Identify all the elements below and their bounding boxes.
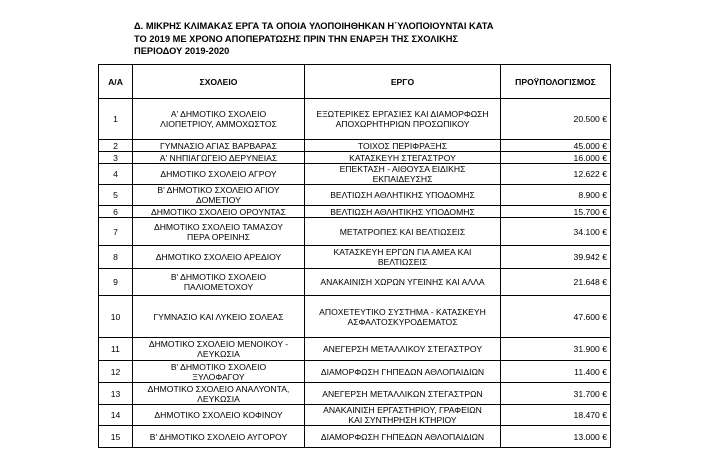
school-cell — [133, 140, 305, 152]
budget-cell: 34.100 € — [501, 218, 611, 246]
project-description-line: ΑΝΕΓΕΡΣΗ ΜΕΤΑΛΛΙΚΩΝ ΣΤΕΓΑΣΤΡΩΝ — [322, 388, 483, 399]
table-row — [99, 426, 611, 448]
row-number: 6 — [99, 206, 133, 218]
budget-cell: 12.622 € — [501, 164, 611, 185]
school-cell — [133, 99, 305, 140]
school-name-line: Β' ΔΗΜΟΤΙΚΟ ΣΧΟΛΕΙΟ — [170, 361, 267, 372]
table-row — [99, 361, 611, 383]
project-description-line: ΑΝΕΓΕΡΣΗ ΜΕΤΑΛΛΙΚΟΥ ΣΤΕΓΑΣΤΡΟΥ — [322, 344, 483, 354]
project-cell — [305, 185, 501, 206]
table-row — [99, 152, 611, 164]
project-description-line: ΑΝΑΚΑΙΝΙΣΗ ΧΩΡΩΝ ΥΓΕΙΝΗΣ ΚΑΙ ΑΛΛΑ — [320, 277, 485, 287]
row-number: 12 — [99, 361, 133, 383]
school-cell — [133, 206, 305, 218]
row-number: 9 — [99, 269, 133, 296]
row-number: 15 — [99, 426, 133, 448]
school-cell — [133, 426, 305, 448]
school-name-line: Β' ΔΗΜΟΤΙΚΟ ΣΧΟΛΕΙΟ ΑΓΙΟΥ — [157, 185, 280, 195]
project-description-line: ΒΕΛΤΙΩΣΕΙΣ — [377, 257, 428, 267]
school-name-line: ΔΗΜΟΤΙΚΟ ΣΧΟΛΕΙΟ ΚΟΦΙΝΟΥ — [154, 410, 283, 420]
project-cell — [305, 383, 501, 405]
school-name-line: ΛΕΥΚΩΣΙΑ — [197, 393, 240, 404]
table-row — [99, 218, 611, 246]
projects-table — [98, 64, 611, 448]
school-name-line: Β' ΔΗΜΟΤΙΚΟ ΣΧΟΛΕΙΟ ΑΥΓΟΡΟΥ — [149, 431, 288, 442]
column-header-project: ΕΡΓΟ — [305, 65, 501, 99]
table-header-row — [99, 65, 611, 99]
column-header-number: Α/Α — [99, 65, 133, 99]
budget-cell: 45.000 € — [501, 140, 611, 152]
school-name-line: ΠΑΛΙΟΜΕΤΟΧΟΥ — [183, 282, 254, 292]
table-row — [99, 206, 611, 218]
project-description-line: ΚΑΙ ΣΥΝΤΗΡΗΣΗ ΚΤΗΡΙΟΥ — [348, 415, 457, 425]
project-cell — [305, 164, 501, 185]
budget-cell: 15.700 € — [501, 206, 611, 218]
column-header-budget: ΠΡΟΫΠΟΛΟΓΙΣΜΟΣ — [501, 65, 611, 99]
table-row — [99, 185, 611, 206]
project-description-line: ΚΑΤΑΣΚΕΥΗ ΕΡΓΩΝ ΓΙΑ ΑΜΕΑ ΚΑΙ — [333, 247, 472, 257]
school-cell — [133, 405, 305, 426]
table-row — [99, 338, 611, 361]
row-number: 10 — [99, 296, 133, 338]
project-cell — [305, 405, 501, 426]
school-cell — [133, 185, 305, 206]
project-description-line: ΕΞΩΤΕΡΙΚΕΣ ΕΡΓΑΣΙΕΣ ΚΑΙ ΔΙΑΜΟΡΦΩΣΗ — [316, 109, 489, 119]
project-description-line: ΒΕΛΤΙΩΣΗ ΑΘΛΗΤΙΚΗΣ ΥΠΟΔΟΜΗΣ — [330, 190, 475, 200]
budget-cell: 31.900 € — [501, 338, 611, 361]
row-number: 4 — [99, 164, 133, 185]
school-name-line: ΓΥΜΝΑΣΙΟ ΑΓΙΑΣ ΒΑΡΒΑΡΑΣ — [160, 140, 277, 151]
project-description-line: ΕΚΠΑΙΔΕΥΣΗΣ — [372, 174, 433, 184]
budget-cell: 31.700 € — [501, 383, 611, 405]
school-cell — [133, 218, 305, 246]
school-name-line: ΔΗΜΟΤΙΚΟ ΣΧΟΛΕΙΟ ΤΑΜΑΣΟΥ — [153, 221, 283, 232]
project-cell — [305, 218, 501, 246]
project-cell — [305, 246, 501, 269]
project-cell — [305, 361, 501, 383]
project-description-line: ΒΕΛΤΙΩΣΗ ΑΘΛΗΤΙΚΗΣ ΥΠΟΔΟΜΗΣ — [330, 206, 475, 217]
project-description-line: ΔΙΑΜΟΡΦΩΣΗ ΓΗΠΕΔΩΝ ΑΘΛΟΠΑΙΔΙΩΝ — [320, 431, 485, 442]
school-name-line: ΔΗΜΟΤΙΚΟ ΣΧΟΛΕΙΟ ΜΕΝΟΙΚΟΥ - — [148, 339, 289, 349]
school-cell — [133, 152, 305, 164]
school-name-line: Α' ΔΗΜΟΤΙΚΟ ΣΧΟΛΕΙΟ — [170, 109, 267, 119]
school-cell — [133, 164, 305, 185]
project-description-line: ΜΕΤΑΤΡΟΠΕΣ ΚΑΙ ΒΕΛΤΙΩΣΕΙΣ — [339, 226, 466, 237]
table-row — [99, 246, 611, 269]
school-name-line: Β' ΔΗΜΟΤΙΚΟ ΣΧΟΛΕΙΟ — [170, 272, 267, 282]
school-cell — [133, 338, 305, 361]
row-number: 3 — [99, 152, 133, 164]
row-number: 5 — [99, 185, 133, 206]
row-number: 7 — [99, 218, 133, 246]
budget-cell: 20.500 € — [501, 99, 611, 140]
table-row — [99, 405, 611, 426]
school-cell — [133, 246, 305, 269]
title-line: ΠΕΡΙΟΔΟΥ 2019-2020 — [134, 46, 230, 56]
table-row — [99, 140, 611, 152]
row-number: 8 — [99, 246, 133, 269]
school-name-line: ΔΗΜΟΤΙΚΟ ΣΧΟΛΕΙΟ ΑΝΑΛΥΟΝΤΑ, — [147, 383, 290, 394]
column-header-school: ΣΧΟΛΕΙΟ — [133, 65, 305, 99]
school-cell — [133, 361, 305, 383]
project-description-line: ΑΣΦΑΛΤΟΣΚΥΡΟΔΕΜΑΤΟΣ — [347, 316, 458, 327]
budget-cell: 13.000 € — [501, 426, 611, 448]
project-description-line: ΕΠΕΚΤΑΣΗ - ΑΙΘΟΥΣΑ ΕΙΔΙΚΗΣ — [339, 164, 466, 174]
title-line: Δ. ΜΙΚΡΗΣ ΚΛΙΜΑΚΑΣ ΕΡΓΑ ΤΑ ΟΠΟΙΑ ΥΛΟΠΟΙΗΘΗΚΑΝ Η΄ΥΛΟΠΟΙΟΥΝΤΑΙ ΚΑΤΑ — [134, 21, 494, 31]
table-row — [99, 164, 611, 185]
school-name-line: ΛΕΥΚΩΣΙΑ — [197, 349, 240, 359]
school-name-line: ΠΕΡΑ ΟΡΕΙΝΗΣ — [187, 231, 250, 242]
project-description-line: ΑΠΟΧΩΡΗΤΗΡΙΩΝ ΠΡΟΣΩΠΙΚΟΥ — [335, 119, 470, 129]
table-row — [99, 269, 611, 296]
row-number: 11 — [99, 338, 133, 361]
school-name-line: ΔΗΜΟΤΙΚΟ ΣΧΟΛΕΙΟ ΑΡΕΔΙΟΥ — [155, 252, 282, 262]
project-cell — [305, 206, 501, 218]
project-cell — [305, 152, 501, 164]
budget-cell: 16.000 € — [501, 152, 611, 164]
project-description-line: ΤΟΙΧΟΣ ΠΕΡΙΦΡΑΞΗΣ — [357, 140, 448, 151]
budget-cell: 11.400 € — [501, 361, 611, 383]
school-name-line: ΔΗΜΟΤΙΚΟ ΣΧΟΛΕΙΟ ΟΡΟΥΝΤΑΣ — [151, 206, 286, 217]
school-name-line: ΓΥΜΝΑΣΙΟ ΚΑΙ ΛΥΚΕΙΟ ΣΟΛΕΑΣ — [153, 311, 284, 322]
budget-cell: 39.942 € — [501, 246, 611, 269]
document-title — [134, 20, 574, 58]
school-cell — [133, 383, 305, 405]
budget-cell: 18.470 € — [501, 405, 611, 426]
project-cell — [305, 140, 501, 152]
school-name-line: ΛΙΟΠΕΤΡΙΟΥ, ΑΜΜΟΧΩΣΤΟΣ — [160, 119, 277, 129]
project-cell — [305, 338, 501, 361]
project-cell — [305, 426, 501, 448]
title-line: ΤΟ 2019 ΜΕ ΧΡΟΝΟ ΑΠΟΠΕΡΑΤΩΣΗΣ ΠΡΙΝ ΤΗΝ ΕΝΑΡΞΗ ΤΗΣ ΣΧΟΛΙΚΗΣ — [134, 33, 459, 44]
table-row — [99, 296, 611, 338]
project-description-line: ΚΑΤΑΣΚΕΥΗ ΣΤΕΓΑΣΤΡΟΥ — [349, 152, 456, 163]
school-name-line: ΞΥΛΟΦΑΓΟΥ — [192, 371, 245, 382]
table-row — [99, 383, 611, 405]
school-cell — [133, 269, 305, 296]
table-row — [99, 99, 611, 140]
project-cell — [305, 99, 501, 140]
school-name-line: ΔΟΜΕΤΙΟΥ — [196, 195, 241, 205]
project-cell — [305, 296, 501, 338]
school-cell — [133, 296, 305, 338]
budget-cell: 47.600 € — [501, 296, 611, 338]
school-name-line: ΔΗΜΟΤΙΚΟ ΣΧΟΛΕΙΟ ΑΓΡΟΥ — [160, 169, 277, 179]
budget-cell: 8.900 € — [501, 185, 611, 206]
row-number: 13 — [99, 383, 133, 405]
project-cell — [305, 269, 501, 296]
school-name-line: Α' ΝΗΠΙΑΓΩΓΕΙΟ ΔΕΡΥΝΕΙΑΣ — [159, 152, 278, 163]
row-number: 1 — [99, 99, 133, 140]
row-number: 14 — [99, 405, 133, 426]
table-body — [99, 99, 611, 448]
project-description-line: ΑΝΑΚΑΙΝΙΣΗ ΕΡΓΑΣΤΗΡΙΟΥ, ΓΡΑΦΕΙΩΝ — [323, 405, 482, 415]
row-number: 2 — [99, 140, 133, 152]
budget-cell: 21.648 € — [501, 269, 611, 296]
project-description-line: ΑΠΟΧΕΤΕΥΤΙΚΟ ΣΥΣΤΗΜΑ - ΚΑΤΑΣΚΕΥΗ — [319, 306, 486, 317]
project-description-line: ΔΙΑΜΟΡΦΩΣΗ ΓΗΠΕΔΩΝ ΑΘΛΟΠΑΙΔΙΩΝ — [320, 366, 485, 377]
